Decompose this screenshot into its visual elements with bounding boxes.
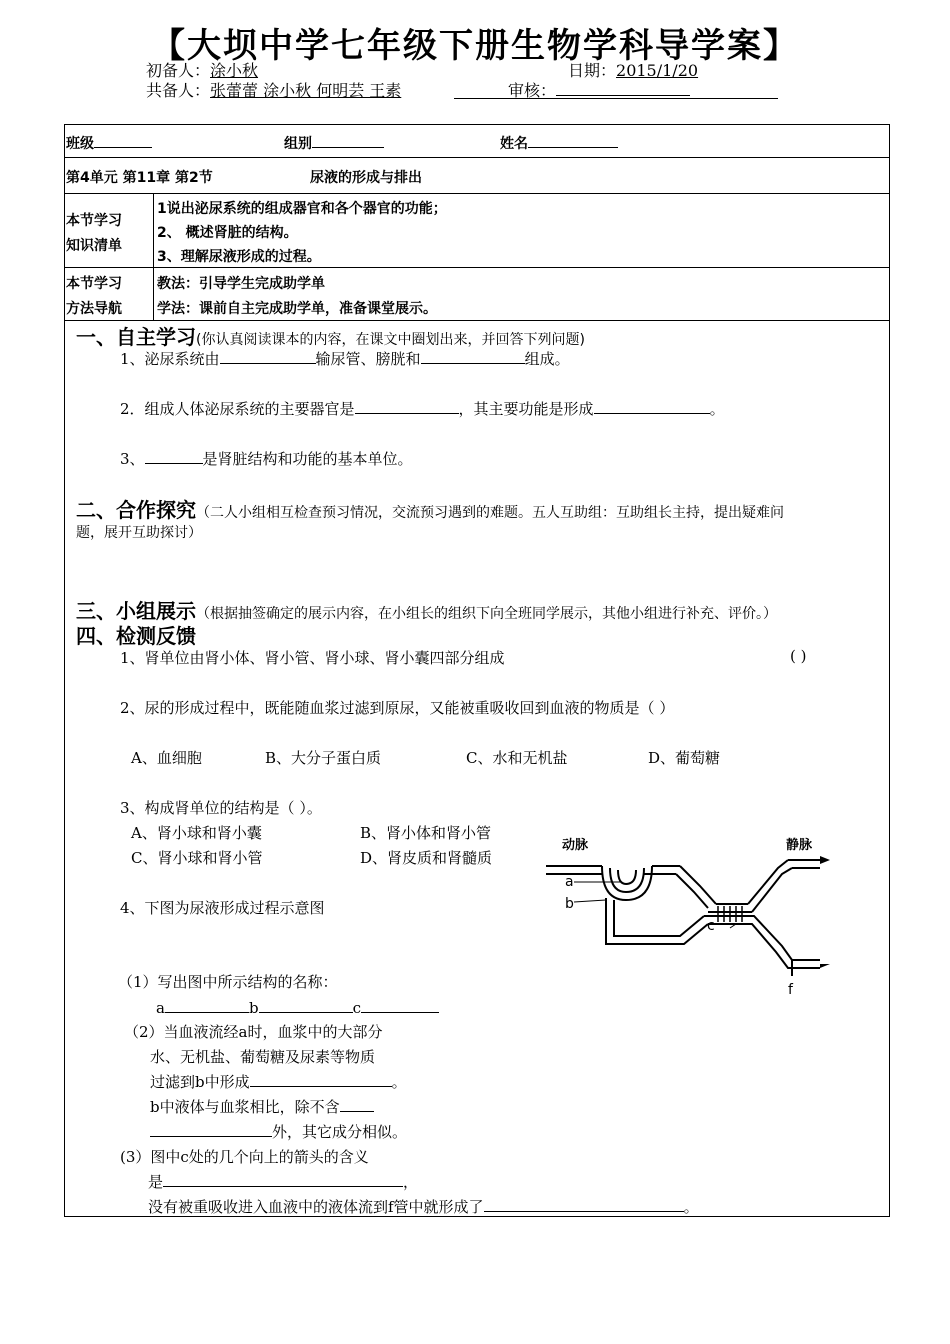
diagram-label-f: f — [788, 982, 793, 998]
text: 是肾脏结构和功能的基本单位。 — [202, 450, 413, 468]
s4-question-3: 3、构成肾单位的结构是（ ）。 — [120, 799, 322, 817]
section-1-note: (你认真阅读课本的内容，在课文中圈划出来，并回答下列问题) — [196, 332, 585, 348]
s4-question-4: 4、下图为尿液形成过程示意图 — [120, 899, 325, 917]
s4-q3-option-a[interactable]: A、肾小球和肾小囊 — [131, 824, 262, 842]
label-b: b — [248, 999, 259, 1017]
knowledge-item: 2、 概述肾脏的结构。 — [157, 225, 298, 241]
class-label: 班级 — [66, 136, 94, 152]
s4-q4-part3-line3 — [148, 1196, 699, 1217]
s4-question-1: 1、肾单位由肾小体、肾小管、肾小球、肾小囊四部分组成 — [120, 649, 505, 667]
group-field — [284, 133, 384, 153]
text: b中液体与血浆相比，除不含 — [150, 1098, 340, 1116]
text: 过滤到b中形成 — [150, 1073, 250, 1091]
label-a: a — [156, 999, 165, 1017]
s4-q2-option-c[interactable]: C、水和无机盐 — [466, 749, 568, 767]
row-divider — [64, 157, 890, 158]
s4-q4-part1-blanks — [156, 997, 439, 1017]
method-teach: 教法：引导学生完成助学单 — [157, 276, 325, 292]
knowledge-item: 1说出泌尿系统的组成器官和各个器官的功能； — [157, 201, 447, 217]
answer-blank[interactable] — [361, 997, 439, 1013]
section-1-heading: 一、自主学习 — [76, 325, 196, 349]
s4-q4-part2-line2: 水、无机盐、葡萄糖及尿素等物质 — [150, 1048, 376, 1066]
diagram-label-a: a — [565, 874, 574, 890]
diagram-label-c: c — [707, 918, 715, 934]
s4-q3-option-d[interactable]: D、肾皮质和肾髓质 — [360, 849, 493, 867]
s4-question-2: 2、尿的形成过程中，既能随血浆过滤到原尿，又能被重吸收回到血液的物质是（ ） — [120, 699, 675, 717]
method-label-1: 本节学习 — [66, 276, 122, 292]
s4-q2-option-d[interactable]: D、葡萄糖 — [648, 749, 721, 767]
lesson-title: 尿液的形成与排出 — [310, 170, 422, 186]
group-blank[interactable] — [312, 133, 384, 148]
text: 2．组成人体泌尿系统的主要器官是 — [120, 400, 355, 418]
s4-q4-part2-line5 — [150, 1121, 407, 1142]
text: 1、泌尿系统由 — [120, 350, 220, 368]
label-c: c — [352, 999, 361, 1017]
text: 3、 — [120, 450, 145, 468]
class-field — [66, 133, 152, 153]
s4-q4-part3-line2 — [148, 1171, 418, 1192]
text: ，其主要功能是形成 — [458, 400, 594, 418]
co-label: 共备人： — [146, 81, 211, 100]
header-rule — [454, 98, 778, 99]
artery-label: 动脉 — [562, 838, 589, 853]
date-label: 日期： — [568, 61, 617, 80]
knowledge-label-2: 知识清单 — [66, 238, 122, 254]
text: 输尿管、膀胱和 — [315, 350, 421, 368]
co-author-line — [146, 78, 401, 101]
section-3-note: （根据抽签确定的展示内容，在小组长的组织下向全班同学展示，其他小组进行补充、评价。） — [196, 606, 777, 622]
text: 。 — [391, 1073, 407, 1091]
row-divider — [64, 193, 890, 194]
name-label: 姓名 — [500, 136, 528, 152]
text: 。 — [683, 1198, 699, 1216]
s4-question-1-paren[interactable]: ( ) — [790, 647, 807, 665]
section-2-note: （二人小组相互检查预习情况，交流预习遇到的难题。五人互助组：互助组长主持，提出疑难问 — [196, 505, 784, 521]
text: 。 — [709, 400, 725, 418]
s1-question-2 — [120, 398, 725, 419]
class-blank[interactable] — [94, 133, 152, 148]
knowledge-item: 3、理解尿液形成的过程。 — [157, 249, 321, 265]
section-4-heading: 四、检测反馈 — [76, 624, 196, 648]
answer-blank[interactable] — [340, 1096, 374, 1112]
answer-blank[interactable] — [220, 348, 316, 364]
co-names: 张蕾蕾 涂小秋 何明芸 王素 — [210, 81, 402, 100]
review-label: 审核： — [508, 81, 557, 100]
author-name: 涂小秋 — [210, 61, 259, 80]
method-learn: 学法：课前自主完成助学单，准备课堂展示。 — [157, 301, 437, 317]
section-2-note-cont: 题，展开互助探讨） — [76, 525, 202, 541]
diagram-lines — [546, 860, 820, 976]
answer-blank[interactable] — [421, 348, 525, 364]
name-blank[interactable] — [528, 133, 618, 148]
s4-q4-part2-line3 — [150, 1071, 407, 1092]
s4-q3-option-c[interactable]: C、肾小球和肾小管 — [131, 849, 263, 867]
s4-q4-part3-line1: (3）图中c处的几个向上的箭头的含义 — [120, 1148, 369, 1166]
answer-blank[interactable] — [355, 398, 459, 414]
s1-question-1 — [120, 348, 570, 369]
method-label-2: 方法导航 — [66, 301, 122, 317]
date-value: 2015/1/20 — [616, 61, 699, 80]
s4-q4-part1: （1）写出图中所示结构的名称： — [118, 973, 338, 991]
text: 没有被重吸收进入血液中的液体流到f管中就形成了 — [148, 1198, 484, 1216]
unit-line: 第4单元 第11章 第2节 — [66, 170, 213, 186]
group-label: 组别 — [284, 136, 312, 152]
text: ， — [403, 1173, 419, 1191]
text: 外，其它成分相似。 — [272, 1123, 408, 1141]
diagram-label-b: b — [565, 896, 574, 912]
section-2-heading: 二、合作探究 — [76, 498, 196, 522]
text: 组成。 — [524, 350, 570, 368]
answer-blank[interactable] — [484, 1196, 684, 1212]
review-blank[interactable] — [556, 79, 690, 96]
answer-blank[interactable] — [259, 997, 353, 1013]
knowledge-label-1: 本节学习 — [66, 213, 122, 229]
name-field — [500, 133, 618, 153]
text: 是 — [148, 1173, 164, 1191]
answer-blank[interactable] — [150, 1121, 272, 1137]
vein-label: 静脉 — [786, 838, 813, 853]
answer-blank[interactable] — [250, 1071, 392, 1087]
author-label: 初备人： — [146, 61, 211, 80]
column-divider — [153, 193, 154, 320]
s4-q2-option-a[interactable]: A、血细胞 — [131, 749, 202, 767]
s1-question-3 — [120, 448, 413, 469]
answer-blank[interactable] — [165, 997, 249, 1013]
page-title: 【大坝中学七年级下册生物学科导学案】 — [151, 26, 799, 66]
answer-blank[interactable] — [594, 398, 710, 414]
section-2-header — [76, 494, 784, 523]
section-1-header — [76, 321, 585, 350]
s4-q4-part2-line1: （2）当血液流经a时，血浆中的大部分 — [124, 1023, 383, 1041]
s4-q2-option-b[interactable]: B、大分子蛋白质 — [265, 749, 382, 767]
reabsorption-arrows — [718, 906, 742, 922]
flow-arrows — [820, 856, 830, 968]
section-3-heading: 三、小组展示 — [76, 599, 196, 623]
s4-q4-part2-line4 — [150, 1096, 374, 1117]
answer-blank[interactable] — [145, 448, 203, 464]
s4-q3-option-b[interactable]: B、肾小体和肾小管 — [360, 824, 492, 842]
row-divider — [64, 267, 890, 268]
answer-blank[interactable] — [163, 1171, 403, 1187]
